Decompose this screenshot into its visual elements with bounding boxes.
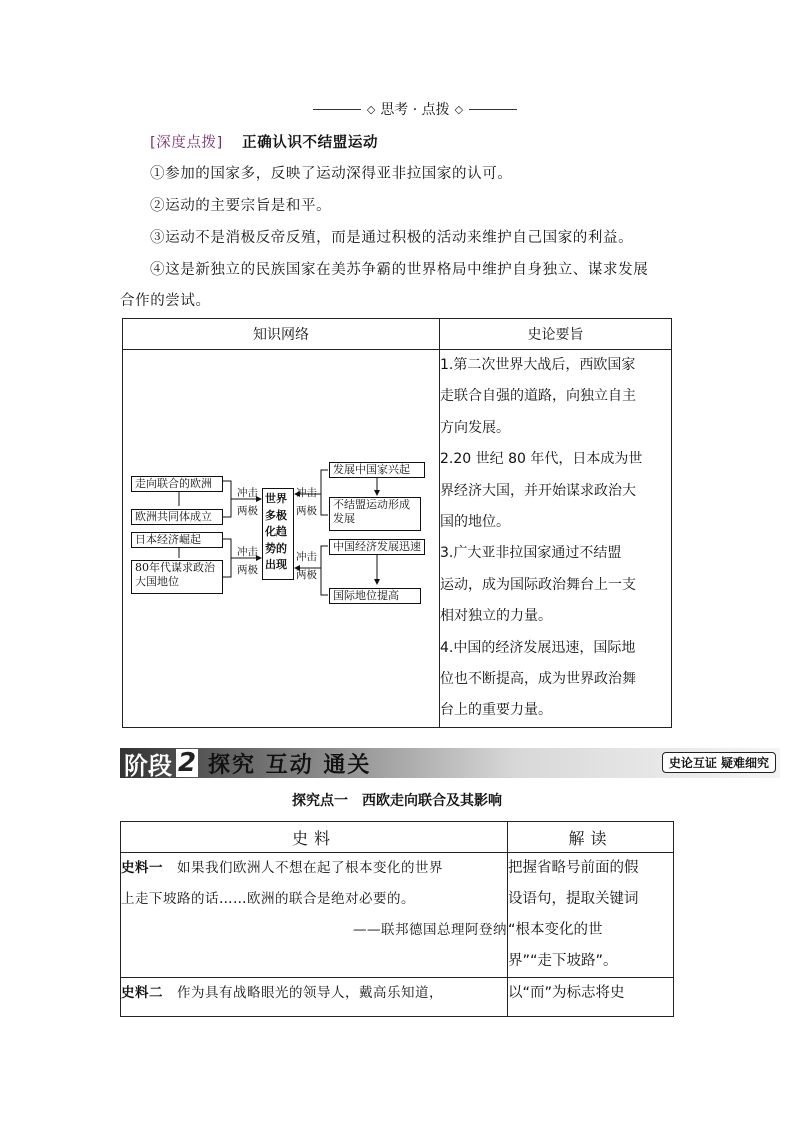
- section-title: [300, 97, 530, 121]
- source-text: 作为具有战略眼光的领导人，戴高乐知道，: [177, 985, 443, 1001]
- source-line: 上走下坡路的话……欧洲的联合是绝对必要的。: [121, 891, 415, 907]
- banner-title: 探究 互动 通关: [208, 751, 372, 778]
- summary-line: 相对独立的力量。: [440, 608, 552, 625]
- diagram-box-line: 出现: [265, 558, 287, 571]
- table-row: [121, 978, 674, 1017]
- summary-cell: [440, 350, 672, 728]
- source-cell: [121, 978, 508, 1017]
- intro-point: ③运动不是消极反帝反殖，而是通过积极的活动来维护自己国家的利益。: [150, 230, 634, 246]
- diagram-box: 发展中国家兴起: [329, 462, 425, 478]
- banner-heading: [124, 746, 371, 780]
- diagram-box-line: 不结盟运动形成: [333, 498, 410, 511]
- diagram-box-line: 化趋: [265, 525, 287, 538]
- diagram-box-line: 大国地位: [135, 575, 179, 588]
- source-line: [121, 853, 507, 884]
- bracket-line: [223, 539, 231, 577]
- reading-line: 界”“走下坡路”。: [508, 953, 618, 969]
- summary-line: 台上的重要力量。: [440, 702, 552, 719]
- intro-point: 合作的尝试。: [120, 293, 211, 309]
- source-text: 如果我们欧洲人不想在起了根本变化的世界: [177, 860, 443, 876]
- table-header: 史料: [121, 822, 508, 853]
- knowledge-diagram: [123, 350, 439, 724]
- source-table: [120, 821, 674, 1017]
- bracket-line: [321, 546, 328, 595]
- impact-label: 冲击: [237, 487, 258, 499]
- diagram-box: 中国经济发展迅速: [329, 539, 425, 555]
- table-header: 知识网络: [123, 319, 440, 350]
- summary-line: 国的地位。: [440, 514, 510, 531]
- summary-line: 位也不断提高，成为世界政治舞: [440, 671, 636, 688]
- table-header: 解读: [508, 822, 674, 853]
- banner-tag: 史论互证 疑难细究: [662, 752, 776, 773]
- diagram-box-line: 80年代谋求政治: [135, 561, 215, 574]
- diagram-box: [329, 497, 421, 531]
- impact-label: 两极: [296, 505, 317, 517]
- impact-label: 两极: [296, 569, 317, 581]
- summary-line: 4.中国的经济发展迅速，国际地: [440, 639, 636, 656]
- summary-line: 2.20 世纪 80 年代，日本成为世: [440, 451, 643, 468]
- divider: [313, 109, 361, 110]
- source-tag: 史料二: [121, 985, 163, 1001]
- source-cell: [121, 853, 508, 978]
- impact-label: 冲击: [237, 546, 258, 558]
- divider: [469, 109, 517, 110]
- explore-heading: 探究点一 西欧走向联合及其影响: [292, 793, 502, 809]
- impact-label: 两极: [237, 564, 258, 576]
- reading-line: 设语句，提取关键词: [508, 891, 639, 907]
- summary-line: 走联合自强的道路，向独立自主: [440, 388, 636, 405]
- summary-line: 界经济大国，并开始谋求政治大: [440, 482, 636, 499]
- diamond-icon: ◇: [454, 102, 464, 116]
- reading-cell: [508, 978, 674, 1017]
- source-tag: 史料一: [121, 860, 163, 876]
- diagram-box: 走向联合的欧洲: [131, 476, 223, 492]
- diagram-box-line: 多极: [265, 508, 287, 522]
- intro-point: ①参加的国家多，反映了运动深得亚非拉国家的认可。: [150, 166, 513, 182]
- knowledge-diagram-cell: [123, 350, 440, 728]
- diagram-box: [131, 560, 223, 594]
- banner-number: 2: [177, 748, 197, 778]
- diagram-box: 欧洲共同体成立: [131, 509, 223, 525]
- section-title-text: 思考 · 点拨: [380, 102, 450, 118]
- summary-line: 3.广大亚非拉国家通过不结盟: [440, 545, 622, 562]
- diagram-box: 日本经济崛起: [131, 532, 223, 548]
- diagram-box-line: 世界: [265, 492, 287, 505]
- diagram-box: 国际地位提高: [329, 588, 421, 604]
- summary-line: 方向发展。: [440, 419, 510, 436]
- intro-point: ④这是新独立的民族国家在美苏争霸的世界格局中维护自身独立、谋求发展: [150, 262, 649, 278]
- impact-label: 冲击: [296, 551, 317, 563]
- intro-tag: [深度点拨]: [150, 135, 223, 151]
- stage-banner: [120, 746, 780, 780]
- banner-stage: 阶段: [124, 751, 172, 780]
- diamond-icon: ◇: [366, 102, 376, 116]
- diagram-box-line: 势的: [265, 541, 287, 555]
- table-row: [121, 853, 674, 978]
- summary-line: 运动，成为国际政治舞台上一支: [440, 576, 636, 593]
- diagram-center-box: [262, 488, 294, 580]
- summary-line: 1.第二次世界大战后，西欧国家: [440, 357, 636, 373]
- impact-label: 冲击: [296, 487, 317, 499]
- reading-line: “根本变化的世: [508, 922, 603, 938]
- diagram-box-line: 发展: [333, 512, 355, 525]
- source-attribution: ——联邦德国总理阿登纳: [353, 922, 507, 938]
- intro-heading-line: [120, 131, 680, 152]
- bracket-line: [223, 481, 231, 517]
- source-line: [121, 978, 507, 1009]
- bracket-line: [321, 470, 328, 515]
- intro-point: ②运动的主要宗旨是和平。: [150, 198, 332, 214]
- knowledge-table: [122, 318, 672, 728]
- reading-cell: [508, 853, 674, 978]
- table-header: 史论要旨: [440, 319, 672, 350]
- reading-line: 以“而”为标志将史: [508, 985, 625, 1001]
- intro-heading: 正确认识不结盟运动: [242, 135, 379, 151]
- impact-label: 两极: [237, 505, 258, 517]
- reading-line: 把握省略号前面的假: [508, 860, 639, 876]
